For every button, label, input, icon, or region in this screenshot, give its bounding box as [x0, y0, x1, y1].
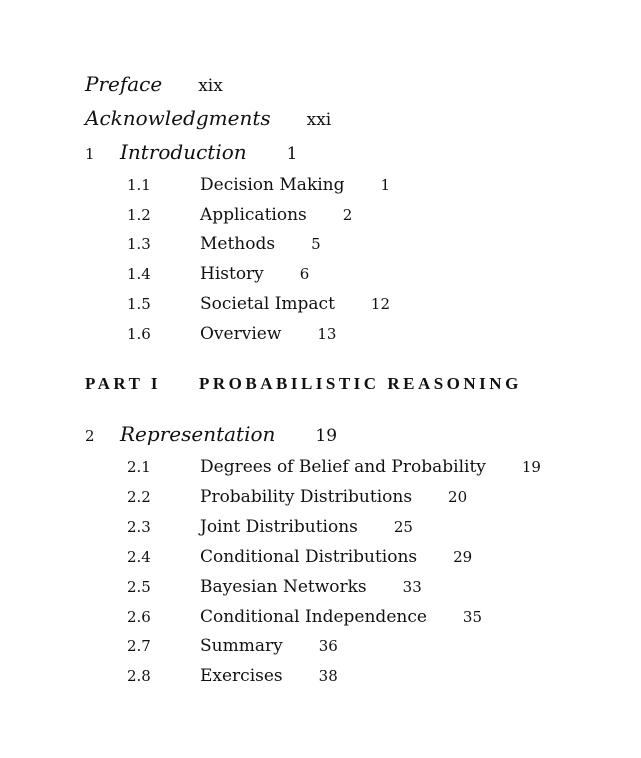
- chapter-page: 1: [286, 144, 298, 164]
- section-number: 1.2: [127, 206, 151, 224]
- section-page: 19: [521, 458, 541, 476]
- toc-section[interactable]: [127, 636, 338, 656]
- section-number: 1.4: [127, 265, 151, 283]
- toc-section[interactable]: [127, 666, 338, 686]
- section-page: 33: [402, 578, 422, 596]
- section-number: 1.3: [127, 235, 151, 253]
- toc-section[interactable]: [127, 205, 352, 225]
- toc-section[interactable]: [127, 517, 413, 537]
- chapter-number: 1: [85, 145, 95, 163]
- section-number: 1.6: [127, 325, 151, 343]
- part-label: PART I: [85, 374, 161, 393]
- chapter-title: Introduction: [120, 140, 247, 164]
- toc-section[interactable]: [127, 487, 467, 507]
- section-title: Methods: [200, 234, 276, 254]
- section-page: 36: [318, 637, 338, 655]
- section-number: 2.5: [127, 578, 151, 596]
- toc-section[interactable]: [127, 264, 309, 284]
- section-number: 2.2: [127, 488, 151, 506]
- section-title: Applications: [200, 205, 307, 225]
- toc-entry-preface[interactable]: [85, 72, 223, 96]
- section-page: 20: [448, 488, 468, 506]
- section-page: 5: [311, 235, 321, 253]
- toc-section[interactable]: [127, 175, 390, 195]
- section-title: Exercises: [200, 666, 283, 686]
- section-title: Conditional Independence: [200, 607, 427, 627]
- section-page: 1: [380, 176, 391, 194]
- section-page: 2: [342, 206, 353, 224]
- chapter-page: 19: [315, 426, 338, 446]
- toc-section[interactable]: [127, 234, 321, 254]
- toc-section[interactable]: [127, 457, 541, 477]
- toc-section[interactable]: [127, 547, 472, 567]
- section-number: 2.6: [127, 608, 151, 626]
- toc-section[interactable]: [127, 607, 482, 627]
- section-title: History: [200, 264, 264, 284]
- section-page: 29: [453, 548, 473, 566]
- entry-page: xxi: [306, 110, 332, 130]
- part-heading[interactable]: [85, 374, 522, 394]
- section-page: 38: [318, 667, 338, 685]
- toc-chapter-1[interactable]: [85, 140, 298, 164]
- section-number: 2.3: [127, 518, 151, 536]
- section-title: Summary: [200, 636, 283, 656]
- section-page: 12: [370, 295, 391, 313]
- chapter-title: Representation: [120, 422, 276, 446]
- section-number: 2.1: [127, 458, 151, 476]
- toc-section[interactable]: [127, 324, 336, 344]
- entry-page: xix: [198, 76, 223, 96]
- toc-section[interactable]: [127, 577, 422, 597]
- section-title: Societal Impact: [200, 294, 335, 314]
- entry-title: Preface: [85, 72, 163, 96]
- section-number: 1.5: [127, 295, 151, 313]
- section-page: 25: [393, 518, 413, 536]
- section-number: 2.8: [127, 667, 151, 685]
- section-title: Joint Distributions: [200, 517, 358, 537]
- entry-title: Acknowledgments: [85, 106, 271, 130]
- toc-entry-acknowledgments[interactable]: [85, 106, 331, 130]
- section-title: Probability Distributions: [200, 487, 413, 507]
- chapter-number: 2: [85, 427, 95, 445]
- section-number: 1.1: [127, 176, 151, 194]
- section-title: Overview: [200, 324, 282, 344]
- section-number: 2.4: [127, 548, 151, 566]
- section-title: Degrees of Belief and Probability: [200, 457, 486, 477]
- section-number: 2.7: [127, 637, 151, 655]
- toc-chapter-2[interactable]: [85, 422, 337, 446]
- section-title: Decision Making: [200, 175, 345, 195]
- section-title: Conditional Distributions: [200, 547, 418, 567]
- part-title: PROBABILISTIC REASONING: [198, 374, 522, 393]
- section-page: 35: [462, 608, 483, 626]
- toc-section[interactable]: [127, 294, 390, 314]
- section-page: 6: [299, 265, 310, 283]
- section-page: 13: [317, 325, 337, 343]
- section-title: Bayesian Networks: [200, 577, 367, 597]
